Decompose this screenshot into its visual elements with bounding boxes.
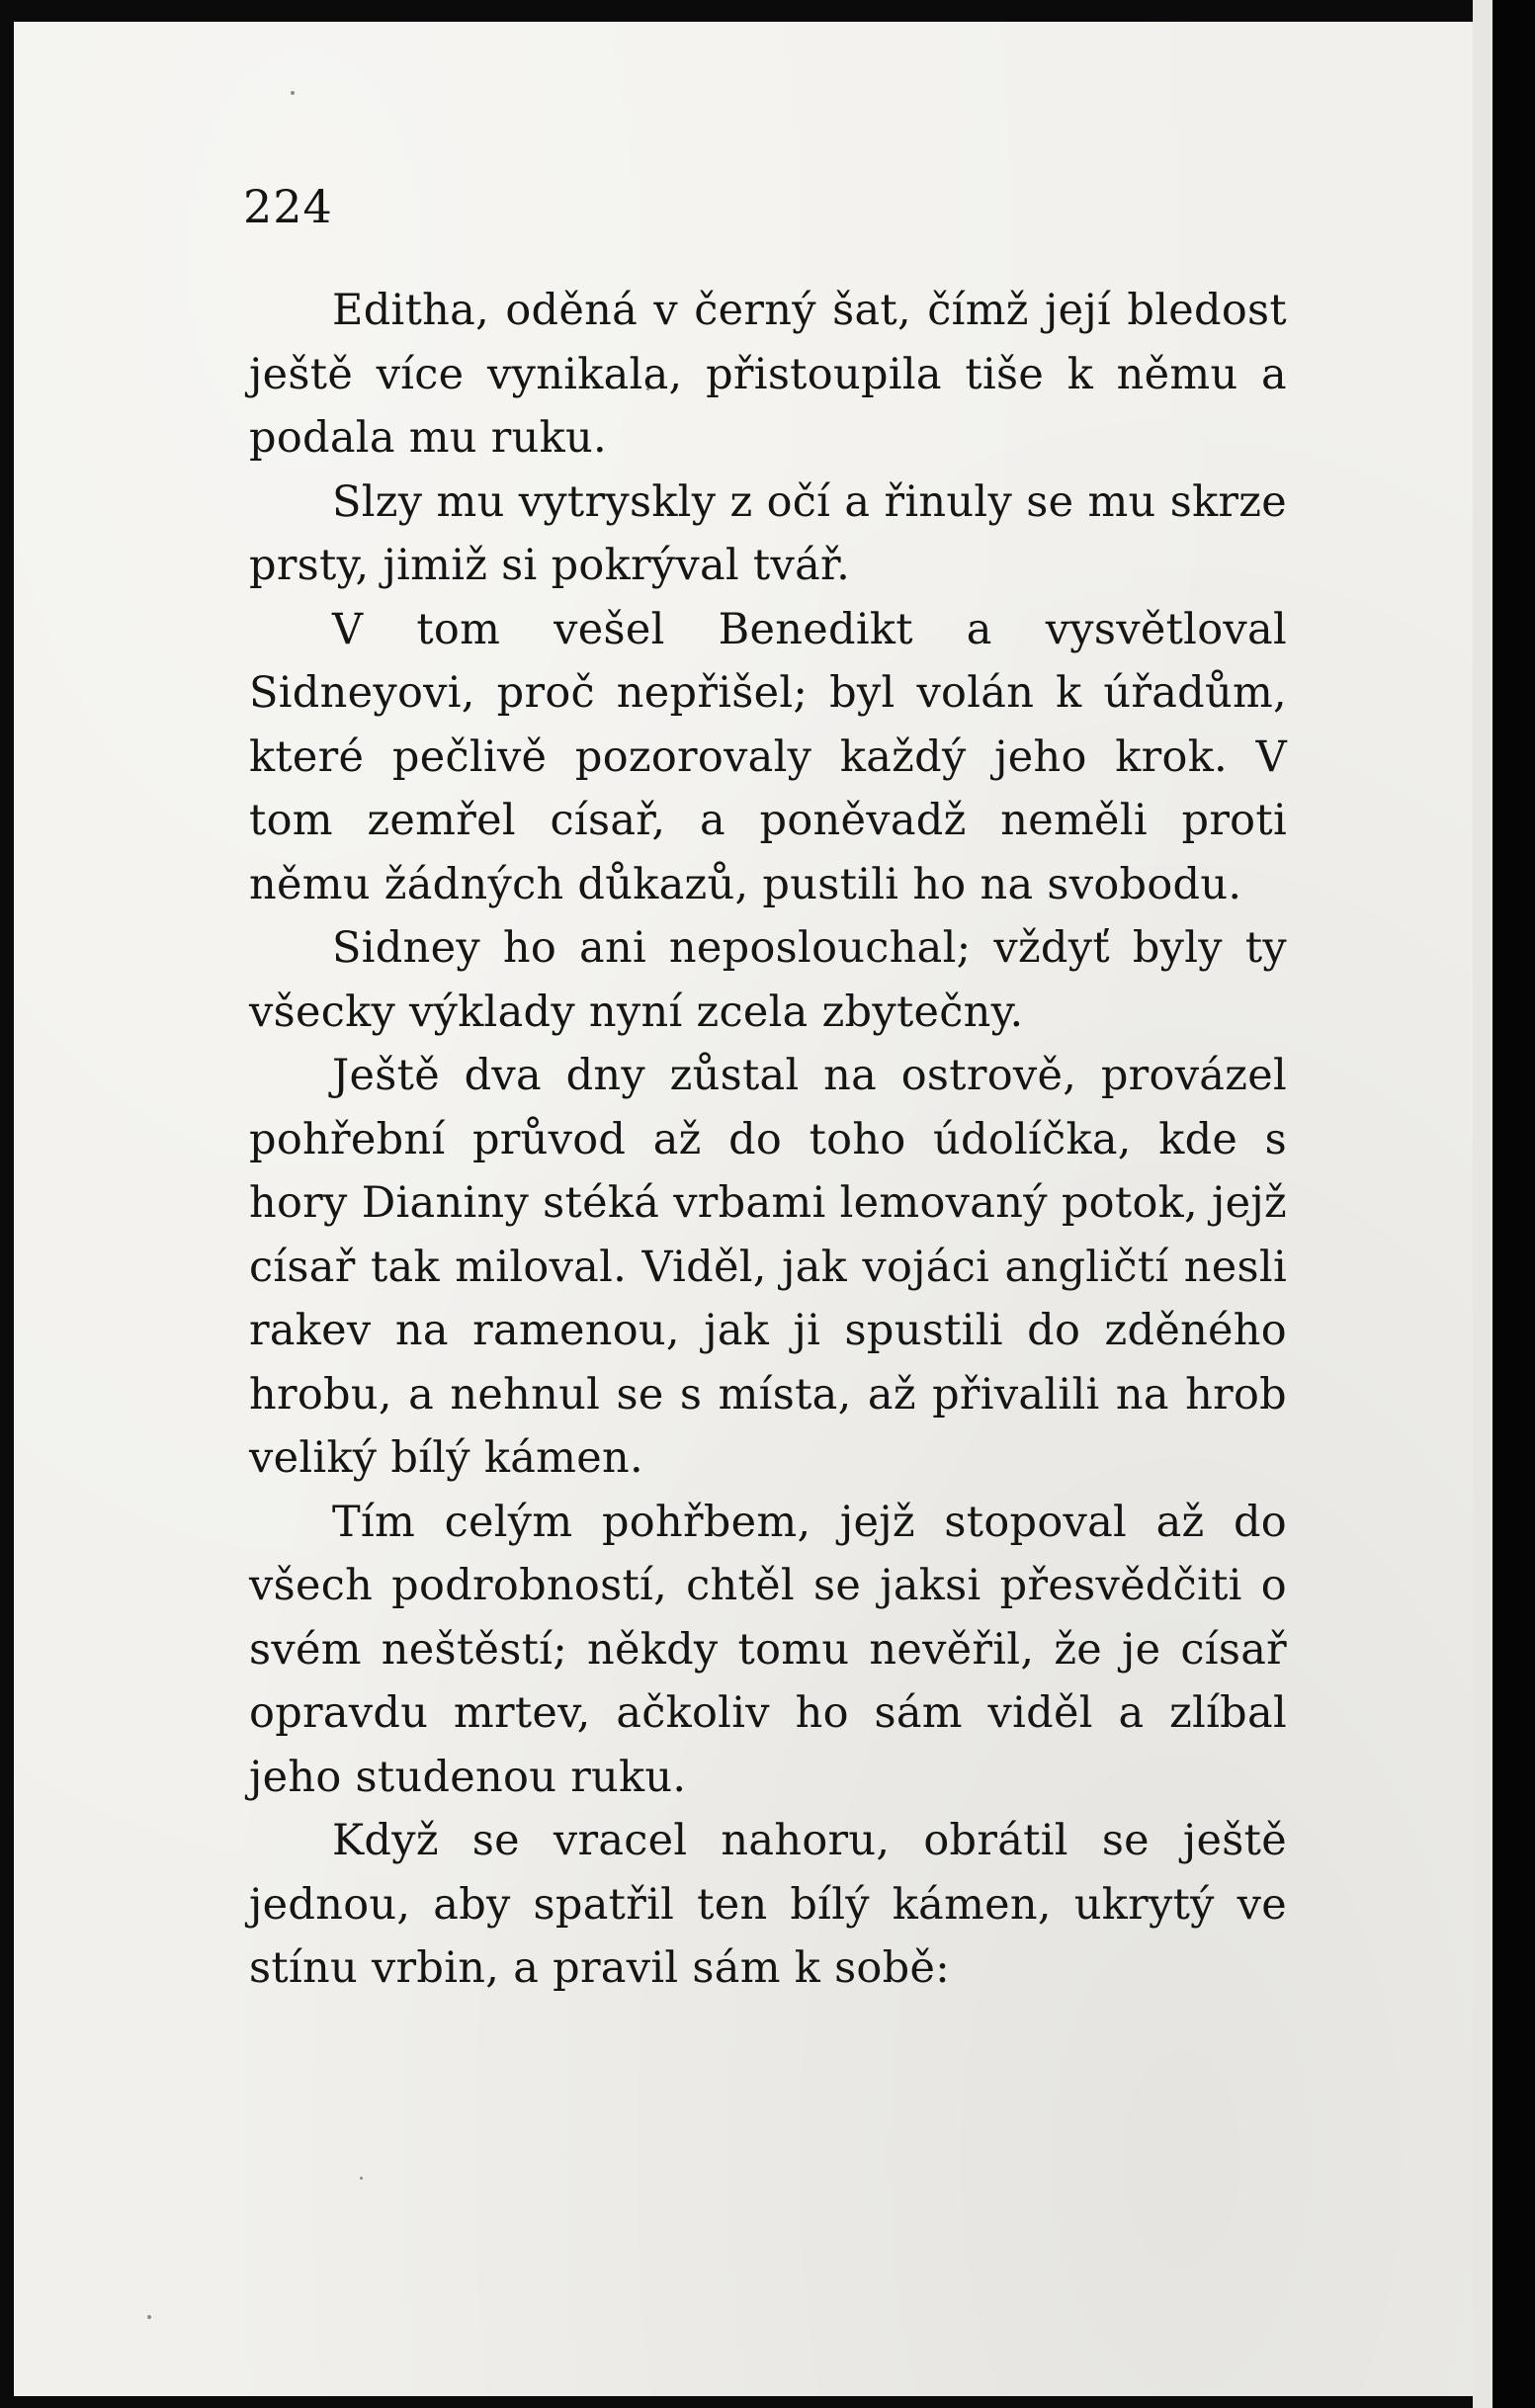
paper-speck <box>147 2315 151 2319</box>
paragraph: Tím celým pohřbem, jejž stopoval až do všech podrobností, chtěl se jaksi přesvědčiti o svém neštěstí; někdy tomu nevěřil, že je císař opravdu mrtev, ačkoliv ho sám viděl a zlíbal jeho studenou ruku. <box>249 1497 1287 1802</box>
paragraph: Slzy mu vytryskly z očí a řinuly se mu skrze prsty, jimiž si pokrýval tvář. <box>249 476 1287 590</box>
page-edge <box>1473 0 1492 2408</box>
paragraph: Sidney ho ani neposlouchal; vždyť byly ty všecky výklady nyní zcela zbytečny. <box>249 923 1287 1037</box>
paragraph: Editha, oděná v černý šat, čímž její bledost ještě více vynikala, přistoupila tiše k němu a podala mu ruku. <box>249 286 1287 463</box>
paper-speck <box>360 2177 363 2180</box>
paragraph: V tom vešel Benedikt a vysvětloval Sidneyovi, proč nepřišel; byl volán k úřadům, které pečlivě pozorovaly každý jeho krok. V tom zemřel císař, a poněvadž neměli proti němu žádných důkazů, pustili ho na svobodu. <box>249 604 1287 909</box>
paragraph: Když se vracel nahoru, obrátil se ještě jednou, aby spatřil ten bílý kámen, ukrytý ve stínu vrbin, a pravil sám k sobě: <box>249 1816 1287 1993</box>
body-text <box>249 279 1287 2001</box>
paper-speck <box>291 91 295 95</box>
page-number: 224 <box>243 180 333 233</box>
page-edge-shadow <box>1492 0 1535 2408</box>
paragraph: Ještě dva dny zůstal na ostrově, provázel pohřební průvod až do toho údolíčka, kde s hory Dianiny stéká vrbami lemovaný potok, jejž císař tak miloval. Viděl, jak vojáci angličtí nesli rakev na ramenou, jak ji spustili do zděného hrobu, a nehnul se s místa, až přivalili na hrob veliký bílý kámen. <box>249 1051 1287 1483</box>
